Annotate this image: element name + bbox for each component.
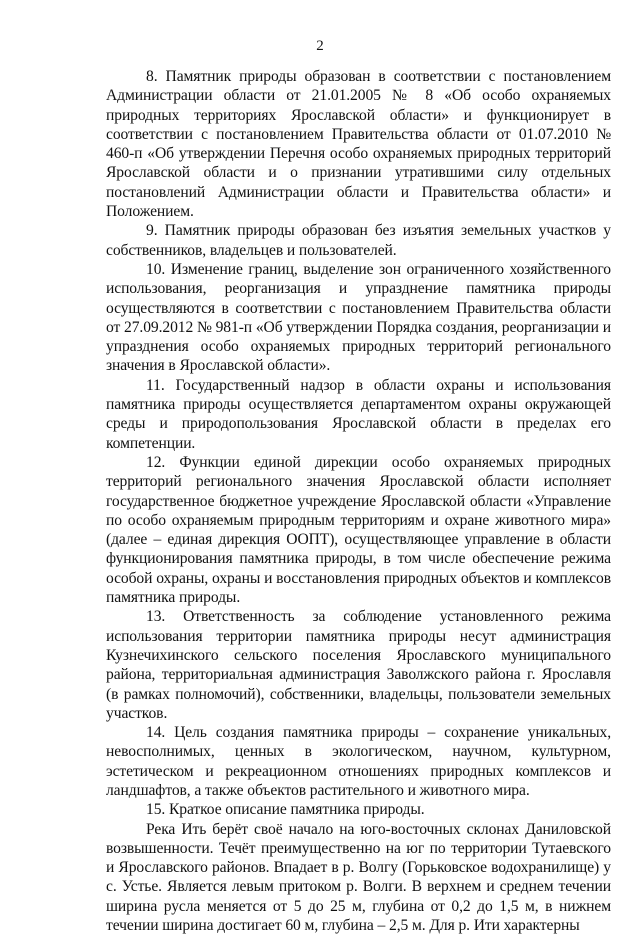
paragraph-13: 13. Ответственность за соблюдение установленного режима использования территории памятника природы несут администрация Кузнечихинского сельского поселения Ярославского муниципального района, территориальная администрация Заволжского района г. Ярославля (в рамках полномочий), собственники, владельцы, пользователи земельных участков.	[106, 608, 611, 722]
paragraph-8: 8. Памятник природы образован в соответствии с постановлением Администрации области от 21.01.2005 № 8 «Об особо охраняемых природных территориях Ярославской области» и функционирует в соответствии с постановлением Правительства области от 01.07.2010 № 460-п «Об утверждении Перечня особо охраняемых природных территорий Ярославской области и о признании утратившими силу отдельных постановлений Администрации области и Правительства области» и Положением.	[106, 68, 611, 221]
paragraph-9: 9. Памятник природы образован без изъятия земельных участков у собственников, владельцев и пользователей.	[106, 222, 611, 259]
page-number: 2	[316, 38, 324, 54]
paragraph-15: 15. Краткое описание памятника природы.	[146, 801, 425, 819]
paragraph-11: 11. Государственный надзор в области охраны и использования памятника природы осуществляется департаментом охраны окружающей среды и природопользования Ярославской области в пределах его компетенции.	[106, 376, 611, 452]
paragraph-12: 12. Функции единой дирекции особо охраняемых природных территорий регионального значения Ярославской области исполняет государственное бюджетное учреждение Ярославской области «Управление по особо охраняемым природным территориям и охране животного мира» (далее – единая дирекция ООПТ), осуществляющее управление в области функционирования памятника природы, в том числе обеспечение режима особой охраны, охраны и восстановления природных объектов и комплексов памятника природы.	[106, 453, 611, 607]
paragraph-river-description: Река Ить берёт своё начало на юго-восточных склонах Даниловской возвышенности. Течёт преимущественно на юг по территории Тутаевского и Ярославского районов. Впадает в р. Волгу (Горьковское водохранилище) у с. Устье. Является левым притоком р. Волги. В верхнем и среднем течении ширина русла меняется от 5 до 25 м, глубина от 0,2 до 1,5 м, в нижнем течении ширина достигает 60 м, глубина – 2,5 м. Для р. Ити характерны	[106, 820, 611, 935]
document-body	[106, 67, 611, 935]
paragraph-10: 10. Изменение границ, выделение зон ограниченного хозяйственного использования, реорганизация и упразднение памятника природы осуществляются в соответствии с постановлением Правительства области от 27.09.2012 № 981-п «Об утверждении Порядка создания, реорганизации и упразднения особо охраняемых природных территорий регионального значения в Ярославской области».	[106, 260, 611, 375]
paragraph-14: 14. Цель создания памятника природы – сохранение уникальных, невосполнимых, ценных в экологическом, научном, культурном, эстетическом и рекреационном отношениях природных комплексов и ландшафтов, а также объектов растительного и животного мира.	[106, 724, 611, 799]
